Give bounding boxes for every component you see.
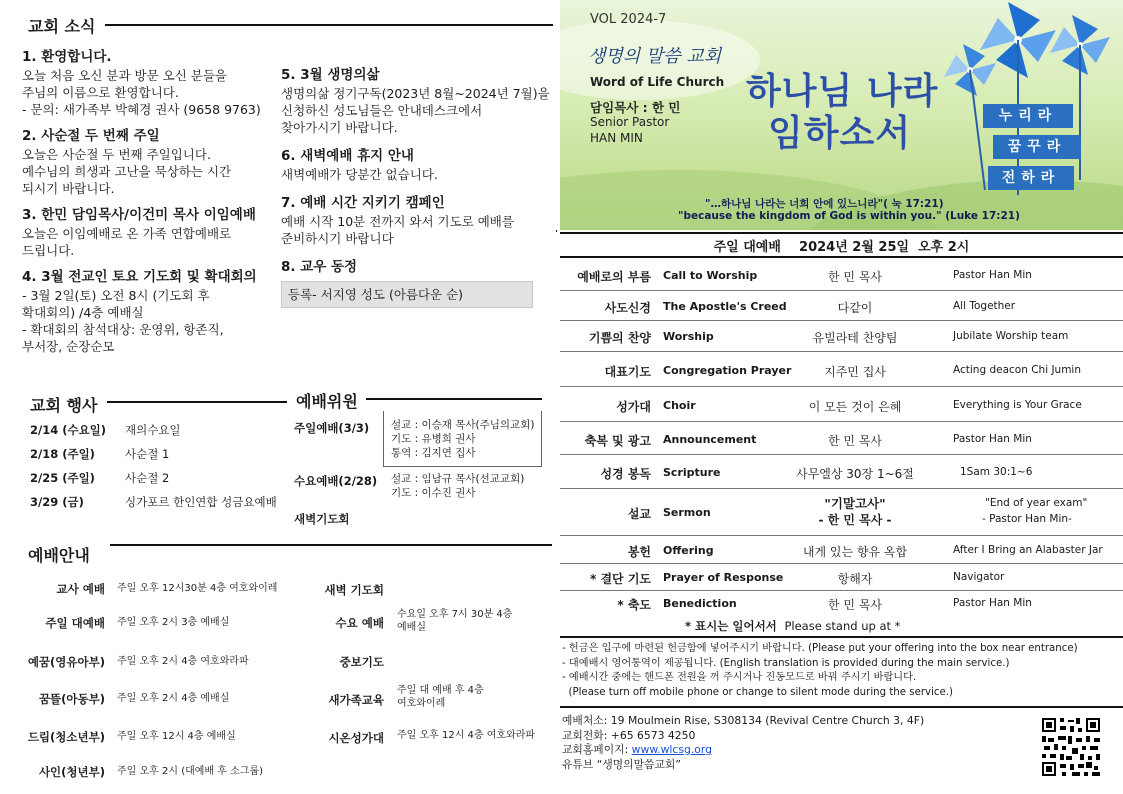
- schedule-name: 드림(청소년부): [27, 730, 105, 744]
- worship-leader-english: Acting deacon Chi Jumin: [953, 364, 1082, 376]
- worship-row: [560, 564, 1123, 591]
- event-name: 사순절 2: [125, 471, 170, 485]
- worship-leader-english: 1Sam 30:1~6: [960, 466, 1033, 478]
- schedule-time: [397, 608, 512, 634]
- stand-note-english: Please stand up at *: [784, 619, 901, 633]
- worship-item-english: Scripture: [663, 466, 721, 479]
- news-item-title: 1. 환영합니다.: [22, 49, 112, 65]
- worship-item-korean: 예배로의 부름: [577, 270, 651, 284]
- committee-line: 설교 : 임남규 목사(선교교회): [391, 473, 525, 485]
- news-item-line: 준비하시기 바랍니다: [281, 231, 394, 246]
- news-item-title: 8. 교우 동정: [281, 259, 358, 275]
- news-item-title: 5. 3월 생명의삶: [281, 67, 380, 83]
- stand-note: [685, 618, 900, 634]
- schedule-name: 중보기도: [339, 655, 384, 669]
- news-item-title: 3. 한민 담임목사/이건미 목사 이임예배: [22, 207, 256, 223]
- sermon-preacher: - 한 민 목사 -: [818, 513, 892, 527]
- schedule-time: 주일 오후 2시 4층 여호와라파: [117, 656, 249, 667]
- worship-row: [560, 591, 1123, 616]
- news-item-line: 예배 시작 10분 전까지 와서 기도로 예배를: [281, 214, 514, 229]
- news-item: [22, 48, 277, 118]
- youtube-channel: 유튜브 “생명의말씀교회”: [562, 757, 681, 771]
- worship-item-english: Prayer of Response: [663, 571, 784, 584]
- event-name: 사순절 1: [125, 447, 170, 461]
- stand-note-korean: * 표시는 일어서서: [685, 619, 777, 633]
- worship-item-english: Call to Worship: [663, 269, 758, 282]
- news-item: [22, 127, 277, 197]
- worship-leader: 지주민 집사: [824, 365, 886, 379]
- news-item-line: 생명의삶 정기구독(2023년 8월~2024년 7월)을: [281, 86, 550, 101]
- committee-members: [391, 472, 524, 500]
- church-website-line: [562, 743, 924, 758]
- worship-row: [560, 455, 1123, 489]
- pastor-title-english: Senior Pastor: [590, 115, 670, 129]
- worship-item-english: Sermon: [663, 506, 711, 519]
- column-divider: [556, 230, 557, 232]
- schedule-time-line: 주일 대 예배 후 4층: [397, 685, 484, 696]
- committee-divider-horizontal: [383, 466, 542, 467]
- news-title: 교회 소식: [28, 17, 96, 36]
- worship-leader-english: Pastor Han Min: [953, 433, 1032, 445]
- pastor-label: 담임목사 : 한 민: [590, 100, 681, 115]
- worship-item-english: Worship: [663, 330, 714, 343]
- schedule-time-line: 여호와이레: [397, 698, 446, 709]
- sermon-title-english: "End of year exam": [985, 497, 1088, 509]
- committee-line: 설교 : 이승재 목사(주님의교회): [391, 419, 535, 431]
- news-item: [281, 194, 551, 247]
- schedule-name: 교사 예배: [56, 582, 105, 596]
- worship-item-korean: * 축도: [617, 598, 651, 612]
- church-name-korean: 생명의 말씀 교회: [588, 46, 722, 67]
- committee-service: 수요예배(2/28): [294, 474, 378, 488]
- worship-row: [560, 422, 1123, 455]
- worship-leader: 한 민 목사: [828, 270, 882, 284]
- event-date: 2/25 (주일): [30, 471, 95, 485]
- worship-leader-english: Pastor Han Min: [953, 269, 1032, 281]
- news-item: [281, 66, 551, 136]
- church-website-link[interactable]: www.wlcsg.org: [631, 743, 712, 756]
- worship-leader-english: Pastor Han Min: [953, 597, 1032, 609]
- worship-item-korean: 설교: [627, 507, 651, 521]
- theme-sign: 누리라: [983, 104, 1073, 128]
- worship-row: [560, 387, 1123, 422]
- service-note: - 대예배시 영어통역이 제공됩니다. (English translation is provided during the main service.): [562, 657, 1010, 669]
- worship-leader-english: Everything is Your Grace: [953, 399, 1082, 411]
- event-date: 3/29 (금): [30, 495, 84, 509]
- worship-item-korean: 봉헌: [627, 545, 651, 559]
- worship-row: [560, 536, 1123, 564]
- worship-leader-english: Jubilate Worship team: [953, 330, 1069, 342]
- volume-label: VOL 2024-7: [590, 12, 667, 27]
- committee-line: 통역 : 김지연 집사: [391, 447, 476, 459]
- schedule-name: 주일 대예배: [45, 616, 105, 630]
- website-label: 교회홈페이지:: [562, 743, 632, 756]
- news-column-right: [281, 66, 551, 308]
- news-item-line: 되시기 바랍니다.: [22, 181, 115, 196]
- church-name-english: Word of Life Church: [590, 75, 725, 89]
- news-item-line: 예수님의 희생과 고난을 묵상하는 시간: [22, 164, 232, 179]
- news-item-line: 부서장, 순장순모: [22, 339, 115, 354]
- order-bottom-rule: [560, 636, 1123, 638]
- service-header: 주일 대예배 2024년 2월 25일 오후 2시: [713, 240, 970, 255]
- news-column-left: [22, 48, 277, 355]
- committee-divider-vertical: [383, 411, 384, 467]
- schedule-time: 주일 오후 12시30분 4층 여호와이레: [117, 583, 278, 594]
- worship-item-english: Benediction: [663, 597, 737, 610]
- event-name: 재의수요일: [125, 423, 181, 437]
- theme-sign: 꿈꾸라: [993, 135, 1081, 159]
- events-title-rule: [107, 401, 287, 403]
- service-note: - 예배시간 중에는 핸드폰 전원을 꺼 주시거나 진동모드로 바꿔 주시기 바랍니다.: [562, 672, 917, 683]
- worship-item-korean: 사도신경: [604, 301, 651, 315]
- committee-title: 예배위원: [296, 392, 358, 411]
- news-item-line: 드립니다.: [22, 243, 75, 258]
- news-item-line: 새벽예배가 당분간 없습니다.: [281, 167, 438, 182]
- schedule-time-line: 수요일 오후 7시 30분 4층: [397, 609, 513, 620]
- schedule-time: 주일 오후 12시 4층 예배실: [117, 731, 236, 742]
- theme-sign: 전하라: [988, 166, 1074, 190]
- news-item-line: - 3월 2일(토) 오전 8시 (기도회 후: [22, 288, 210, 303]
- worship-item-english: Choir: [663, 399, 696, 412]
- worship-leader: 이 모든 것이 은혜: [808, 400, 902, 414]
- news-item-title: 7. 예배 시간 지키기 캠페인: [281, 195, 445, 211]
- sermon-title: "기말고사": [824, 496, 886, 511]
- schedule-time: 주일 오후 12시 4층 여호와라파: [397, 730, 536, 741]
- schedule-name: 시온성가대: [328, 731, 384, 745]
- worship-leader-english: Navigator: [953, 571, 1005, 583]
- worship-row: [560, 291, 1123, 321]
- committee-line: 기도 : 유병희 권사: [391, 433, 476, 445]
- schedule-name: 사인(청년부): [38, 765, 105, 779]
- schedule-name: 꿈뜰(아동부): [38, 692, 105, 706]
- verse-english: "because the kingdom of God is within you." (Luke 17:21): [678, 210, 1020, 222]
- news-item-title: 2. 사순절 두 번째 주일: [22, 128, 160, 144]
- worship-item-korean: * 결단 기도: [590, 572, 651, 586]
- order-top-rule: [560, 232, 1123, 234]
- qr-code-icon[interactable]: [1040, 716, 1102, 778]
- news-item: [281, 258, 551, 308]
- worship-item-english: Announcement: [663, 433, 757, 446]
- worship-item-korean: 축복 및 광고: [584, 434, 651, 448]
- committee-members: [391, 418, 534, 460]
- church-phone: 교회전화: +65 6573 4250: [562, 728, 696, 742]
- schedule-name: 새가족교육: [328, 693, 384, 707]
- schedule-time: 주일 오후 2시 (대예배 후 소그룹): [117, 766, 263, 777]
- member-news-box: 등록- 서지영 성도 (아름다운 순): [281, 281, 533, 308]
- verse-korean: "…하나님 나라는 너희 안에 있느니라"( 눅 17:21): [705, 198, 944, 210]
- committee-service: 새벽기도회: [294, 512, 350, 526]
- news-item-line: - 확대회의 참석대상: 운영위, 항존직,: [22, 322, 224, 337]
- worship-row: [560, 352, 1123, 387]
- committee-title-rule: [366, 398, 542, 400]
- committee-line: 기도 : 이수진 권사: [391, 487, 476, 499]
- event-name: 싱가포르 한인연합 성금요예배: [125, 495, 277, 509]
- service-note: (Please turn off mobile phone or change to silent mode during the service.): [562, 686, 953, 698]
- schedule-title: 예배안내: [28, 546, 90, 565]
- news-item-line: 신청하신 성도님들은 안내데스크에서: [281, 103, 483, 118]
- theme-title-line2: 임하소서: [768, 113, 912, 154]
- worship-row: [560, 489, 1123, 536]
- schedule-name: 수요 예배: [335, 616, 384, 630]
- church-address: 예배처소: 19 Moulmein Rise, S308134 (Revival Centre Church 3, 4F): [562, 714, 925, 727]
- sermon-preacher-english: - Pastor Han Min-: [982, 513, 1072, 525]
- worship-row: [560, 321, 1123, 352]
- committee-divider-right: [541, 411, 542, 467]
- schedule-time: 주일 오후 2시 3층 예배실: [117, 617, 230, 628]
- worship-item-korean: 기쁨의 찬양: [588, 331, 651, 345]
- news-item-line: 오늘은 사순절 두 번째 주일입니다.: [22, 147, 211, 162]
- schedule-time: 주일 오후 2시 4층 예배실: [117, 693, 230, 704]
- schedule-time: [397, 684, 484, 710]
- worship-leader-english: All Together: [953, 300, 1016, 312]
- worship-leader: 한 민 목사: [828, 598, 882, 612]
- news-item-title: 4. 3월 전교인 토요 기도회 및 확대회의: [22, 269, 257, 285]
- news-item-line: 찾아가시기 바랍니다.: [281, 120, 398, 135]
- worship-leader: 항해자: [837, 572, 873, 586]
- news-item-line: - 문의: 새가족부 박혜경 권사 (9658 9763): [22, 102, 261, 117]
- worship-row: [560, 258, 1123, 291]
- event-date: 2/14 (수요일): [30, 423, 107, 437]
- schedule-name: 예꿈(영유아부): [27, 655, 105, 669]
- notes-bottom-rule: [560, 706, 1123, 708]
- news-item-line: 오늘 처음 오신 분과 방문 오신 분들을: [22, 68, 227, 83]
- service-note: - 헌금은 입구에 마련된 헌금함에 넣어주시기 바랍니다. (Please put your offering into the box near entrance): [562, 643, 1078, 654]
- committee-service: 주일예배(3/3): [294, 421, 370, 435]
- schedule-name: 새벽 기도회: [324, 583, 384, 597]
- worship-item-korean: 대표기도: [604, 365, 651, 379]
- contact-info: [562, 714, 924, 772]
- news-item-title: 6. 새벽예배 휴지 안내: [281, 148, 414, 164]
- worship-item-korean: 성가대: [616, 400, 651, 414]
- news-title-rule: [105, 24, 553, 26]
- worship-item-english: The Apostle's Creed: [663, 300, 787, 313]
- worship-leader: 한 민 목사: [828, 434, 882, 448]
- news-item-line: 확대회의) /4층 예배실: [22, 305, 144, 320]
- pastor-name-english: HAN MIN: [590, 131, 643, 145]
- worship-item-english: Congregation Prayer: [663, 364, 792, 377]
- news-item-line: 주님의 이름으로 환영합니다.: [22, 85, 179, 100]
- worship-leader: 사무엘상 30장 1~6절: [796, 467, 914, 481]
- schedule-time-line: 예배실: [397, 622, 426, 633]
- worship-item-korean: 성경 봉독: [600, 467, 651, 481]
- news-item-line: 오늘은 이임예배로 온 가족 연합예배로: [22, 226, 232, 241]
- worship-leader: 유빌라테 찬양팀: [812, 331, 898, 345]
- service-notes: [562, 642, 1078, 700]
- events-title: 교회 행사: [30, 396, 98, 415]
- theme-banner: [560, 0, 1123, 230]
- worship-leader: 다같이: [837, 301, 873, 315]
- theme-title-line1: 하나님 나라: [746, 71, 939, 112]
- worship-leader: 내게 있는 향유 옥합: [802, 545, 908, 559]
- news-item: [22, 268, 277, 355]
- event-date: 2/18 (주일): [30, 447, 95, 461]
- schedule-title-rule: [110, 544, 552, 546]
- worship-leader-english: After I Bring an Alabaster Jar: [953, 544, 1103, 556]
- news-item: [281, 147, 551, 183]
- news-item: [22, 206, 277, 259]
- worship-item-english: Offering: [663, 544, 714, 557]
